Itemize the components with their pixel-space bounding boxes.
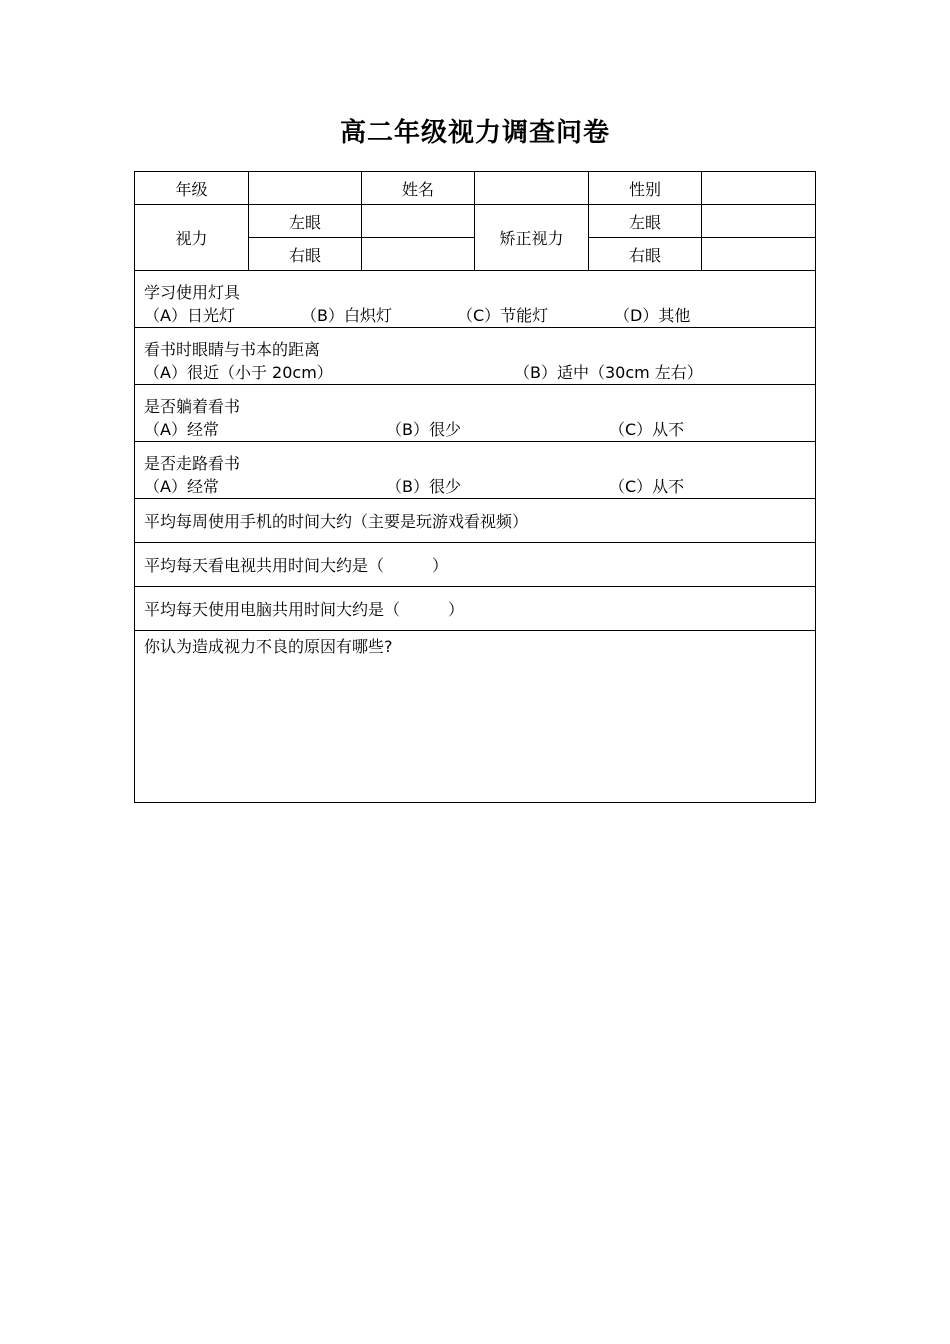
grade-field[interactable] [249,172,362,205]
left-eye-label: 左眼 [249,205,362,238]
tv-time-question[interactable]: 平均每天看电视共用时间大约是（ ） [135,543,816,587]
corrected-left-eye-label: 左眼 [589,205,702,238]
question-cell [135,385,816,442]
option-c[interactable]: （C）从不 [609,477,685,496]
option-a[interactable]: （A）经常 [144,420,219,439]
vision-label: 视力 [135,205,249,271]
grade-label: 年级 [135,172,249,205]
option-group [144,418,815,441]
page-title: 高二年级视力调查问卷 [339,118,610,148]
survey-table [134,171,816,803]
question-row-phone [135,499,816,543]
corrected-left-eye-field[interactable] [702,205,816,238]
option-a[interactable]: （A）日光灯 [144,306,235,325]
question-text: 是否走路看书 [144,454,241,473]
right-eye-field[interactable] [362,238,475,271]
option-group [144,475,815,498]
question-cell [135,442,816,499]
question-text: 是否躺着看书 [144,397,241,416]
question-text: 看书时眼睛与书本的距离 [144,340,321,359]
right-eye-label: 右眼 [249,238,362,271]
question-cell [135,271,816,328]
question-row-open [135,631,816,803]
info-row-vision-left [135,205,816,238]
option-c[interactable]: （C）从不 [609,420,685,439]
option-c[interactable]: （C）节能灯 [457,306,549,325]
option-d[interactable]: （D）其他 [614,306,691,325]
left-eye-field[interactable] [362,205,475,238]
question-row-lamp [135,271,816,328]
option-a[interactable]: （A）经常 [144,477,219,496]
corrected-right-eye-label: 右眼 [589,238,702,271]
question-row-computer [135,587,816,631]
computer-time-question[interactable]: 平均每天使用电脑共用时间大约是（ ） [135,587,816,631]
corrected-right-eye-field[interactable] [702,238,816,271]
gender-field[interactable] [702,172,816,205]
question-row-tv [135,543,816,587]
gender-label: 性别 [589,172,702,205]
question-row-distance [135,328,816,385]
corrected-vision-label: 矫正视力 [475,205,589,271]
open-question-text: 你认为造成视力不良的原因有哪些? [144,637,393,656]
name-field[interactable] [475,172,589,205]
info-row-basic [135,172,816,205]
option-b[interactable]: （B）白炽灯 [301,306,392,325]
option-group [144,361,815,384]
option-b[interactable]: （B）很少 [386,477,461,496]
phone-time-question[interactable]: 平均每周使用手机的时间大约（主要是玩游戏看视频） [135,499,816,543]
name-label: 姓名 [362,172,475,205]
option-b[interactable]: （B）适中（30cm 左右） [514,363,703,382]
open-answer-area[interactable] [135,631,816,803]
option-group [144,304,815,327]
question-row-walking [135,442,816,499]
option-a[interactable]: （A）很近（小于 20cm） [144,363,333,382]
question-cell [135,328,816,385]
option-b[interactable]: （B）很少 [386,420,461,439]
question-text: 学习使用灯具 [144,283,241,302]
question-row-lying [135,385,816,442]
